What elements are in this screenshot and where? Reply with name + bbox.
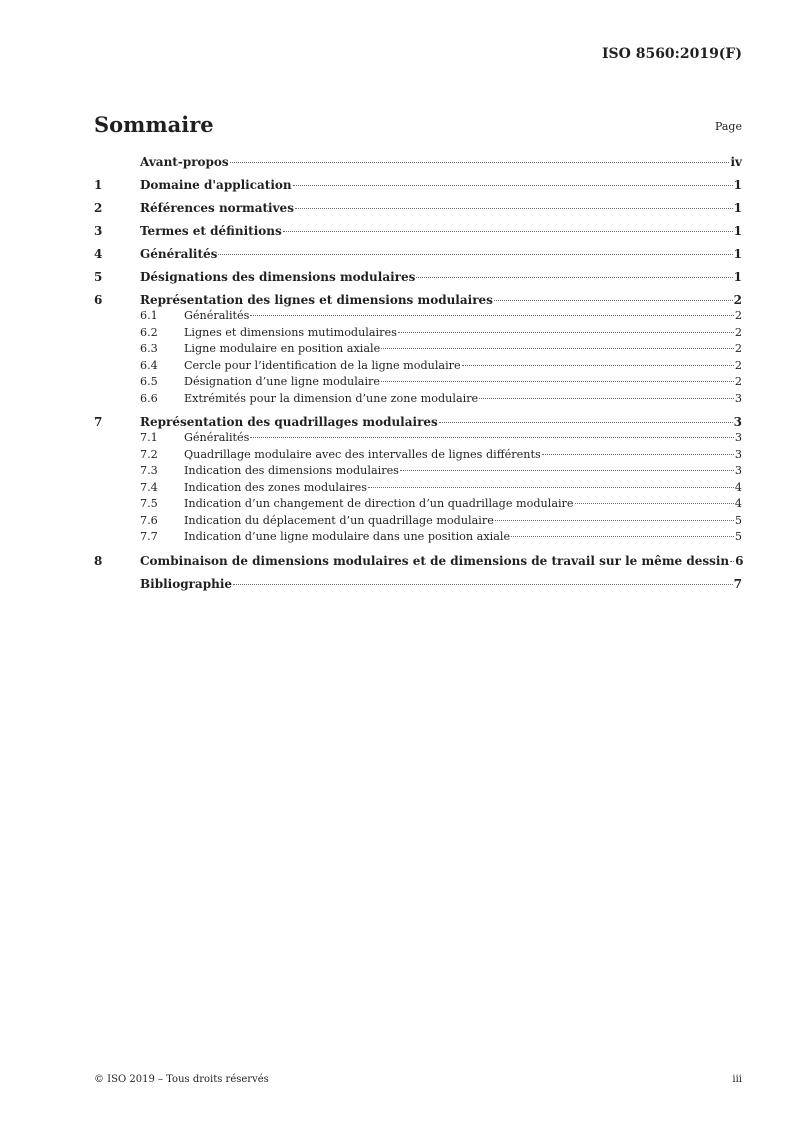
toc-entry[interactable] xyxy=(94,177,742,193)
toc-subentry[interactable] xyxy=(94,496,742,513)
dot-leader xyxy=(511,536,734,537)
toc-entry-title[interactable]: Lignes et dimensions mutimodulaires xyxy=(184,325,397,339)
dot-leader xyxy=(250,315,733,316)
toc-entry-page: 2 xyxy=(734,309,742,322)
toc-entry-title[interactable]: Cercle pour l’identification de la ligne modulaire xyxy=(184,358,461,372)
toc-entry[interactable] xyxy=(94,200,742,216)
toc-entry-title[interactable]: Indication des dimensions modulaires xyxy=(184,464,399,477)
toc-entry-page: 5 xyxy=(734,513,742,527)
toc-entry-page: 2 xyxy=(734,358,742,372)
footer-page-number: iii xyxy=(732,1074,742,1085)
toc-entry-title[interactable]: Domaine d'application xyxy=(140,178,292,192)
toc-entry-page: 3 xyxy=(734,464,742,477)
toc-entry-title[interactable]: Généralités xyxy=(184,309,250,322)
toc-entry-title[interactable]: Combinaison de dimensions modulaires et de dimensions de travail sur le même dessin xyxy=(140,553,730,568)
toc-subentry[interactable] xyxy=(94,480,742,497)
toc-subentry[interactable] xyxy=(94,358,742,375)
dot-leader xyxy=(479,398,734,399)
toc-entry-title[interactable]: Bibliographie xyxy=(140,576,233,591)
dot-leader xyxy=(233,584,733,585)
toc-entry-page: 1 xyxy=(733,270,742,284)
toc-entry-page: 4 xyxy=(734,497,742,510)
toc-entry-title[interactable]: Références normatives xyxy=(140,201,294,215)
dot-leader xyxy=(494,300,733,301)
dot-leader xyxy=(575,503,734,504)
toc-entry-number: 5 xyxy=(94,270,103,284)
toc-entry-page: 3 xyxy=(733,415,742,429)
toc-entry-page: 2 xyxy=(734,342,742,355)
dot-leader xyxy=(398,332,734,333)
toc-entry-page: 4 xyxy=(734,480,742,494)
toc-entry-number: 7.7 xyxy=(140,530,158,543)
dot-leader xyxy=(439,422,733,423)
toc-subentry[interactable] xyxy=(94,463,742,480)
toc-entry-page: 2 xyxy=(734,375,742,388)
toc-entry-title[interactable]: Généralités xyxy=(184,431,250,444)
toc-entry-title[interactable]: Avant-propos xyxy=(140,155,229,169)
toc-entry-title[interactable]: Désignations des dimensions modulaires xyxy=(140,270,416,284)
toc-entry-number: 7.1 xyxy=(140,431,158,444)
toc-entry[interactable] xyxy=(94,246,742,262)
dot-leader xyxy=(495,520,734,521)
dot-leader xyxy=(368,487,734,488)
toc-subentry[interactable] xyxy=(94,513,742,530)
dot-leader xyxy=(381,381,734,382)
toc-entry-number: 7.6 xyxy=(140,513,158,527)
toc-entry-number: 6 xyxy=(94,293,103,307)
toc-entry-number: 6.2 xyxy=(140,325,158,339)
toc-subentry[interactable] xyxy=(94,374,742,391)
toc-entry-number: 6.6 xyxy=(140,391,158,405)
toc-entry-page: 2 xyxy=(733,293,742,307)
toc-entry[interactable] xyxy=(94,576,742,592)
toc-entry-number: 6.3 xyxy=(140,342,158,355)
toc-entry[interactable] xyxy=(94,414,742,430)
toc-entry-number: 4 xyxy=(94,247,103,261)
dot-leader xyxy=(293,185,733,186)
dot-leader xyxy=(400,470,734,471)
toc-entry-number: 7.2 xyxy=(140,447,158,461)
dot-leader xyxy=(218,254,732,255)
toc-entry-page: 6 xyxy=(735,553,744,568)
toc-entry-title[interactable]: Indication du déplacement d’un quadrillage modulaire xyxy=(184,513,494,527)
toc-subentry[interactable] xyxy=(94,529,742,546)
toc-subentry[interactable] xyxy=(94,341,742,358)
toc-entry-number: 6.4 xyxy=(140,358,158,372)
toc-entry-number: 2 xyxy=(94,201,103,215)
toc-entry-number: 1 xyxy=(94,178,103,192)
dot-leader xyxy=(462,365,734,366)
toc-entry-title[interactable]: Représentation des lignes et dimensions modulaires xyxy=(140,293,493,307)
toc-entry-title[interactable]: Ligne modulaire en position axiale xyxy=(184,342,381,355)
dot-leader xyxy=(730,561,734,562)
toc-entry-page: iv xyxy=(730,155,742,169)
toc-entry-title[interactable]: Quadrillage modulaire avec des intervalles de lignes différents xyxy=(184,447,541,461)
toc-entry-page: 1 xyxy=(733,247,742,261)
dot-leader xyxy=(250,437,733,438)
toc-entry-page: 2 xyxy=(734,325,742,339)
table-of-contents xyxy=(94,154,742,592)
toc-subentry[interactable] xyxy=(94,391,742,408)
toc-entry-page: 1 xyxy=(733,178,742,192)
toc-entry-number: 7.3 xyxy=(140,464,158,477)
toc-subentry[interactable] xyxy=(94,430,742,447)
toc-entry-page: 3 xyxy=(734,447,742,461)
toc-entry-number: 8 xyxy=(94,553,103,568)
toc-entry-title[interactable]: Représentation des quadrillages modulaires xyxy=(140,415,438,429)
toc-entry-title[interactable]: Indication des zones modulaires xyxy=(184,480,367,494)
toc-subentry[interactable] xyxy=(94,325,742,342)
toc-entry-number: 3 xyxy=(94,224,103,238)
toc-title-row xyxy=(94,112,742,140)
toc-entry-number: 7.5 xyxy=(140,497,158,510)
toc-entry[interactable] xyxy=(94,269,742,285)
toc-entry-number: 7.4 xyxy=(140,480,158,494)
dot-leader xyxy=(230,162,730,163)
toc-entry-page: 3 xyxy=(734,431,742,444)
toc-entry-number: 6.1 xyxy=(140,309,158,322)
toc-subentry[interactable] xyxy=(94,308,742,325)
header-doc-code: ISO 8560:2019(F) xyxy=(601,46,742,62)
toc-entry-page: 7 xyxy=(733,576,742,591)
toc-entry[interactable] xyxy=(94,292,742,308)
toc-entry-title[interactable]: Généralités xyxy=(140,247,218,261)
toc-entry[interactable] xyxy=(94,553,742,569)
toc-entry-title[interactable]: Indication d’un changement de direction d’un quadrillage modulaire xyxy=(184,497,574,510)
toc-entry[interactable] xyxy=(94,154,742,170)
page-title: Sommaire xyxy=(94,112,214,137)
page-column-label: Page xyxy=(714,120,742,133)
toc-entry-title[interactable]: Extrémités pour la dimension d’une zone modulaire xyxy=(184,391,479,405)
toc-entry-page: 3 xyxy=(734,391,742,405)
toc-entry-page: 5 xyxy=(734,530,742,543)
toc-entry-page: 1 xyxy=(733,224,742,238)
toc-entry-title[interactable]: Désignation d’une ligne modulaire xyxy=(184,375,381,388)
toc-entry-number: 6.5 xyxy=(140,375,158,388)
toc-entry-title[interactable]: Indication d’une ligne modulaire dans une position axiale xyxy=(184,530,511,543)
toc-entry-page: 1 xyxy=(733,201,742,215)
dot-leader xyxy=(381,348,734,349)
toc-entry-title[interactable]: Termes et définitions xyxy=(140,224,282,238)
dot-leader xyxy=(295,208,733,209)
footer-copyright: © ISO 2019 – Tous droits réservés xyxy=(94,1074,269,1085)
toc-entry[interactable] xyxy=(94,223,742,239)
toc-entry-number: 7 xyxy=(94,415,103,429)
dot-leader xyxy=(416,277,732,278)
dot-leader xyxy=(542,454,734,455)
toc-subentry[interactable] xyxy=(94,447,742,464)
dot-leader xyxy=(283,231,733,232)
